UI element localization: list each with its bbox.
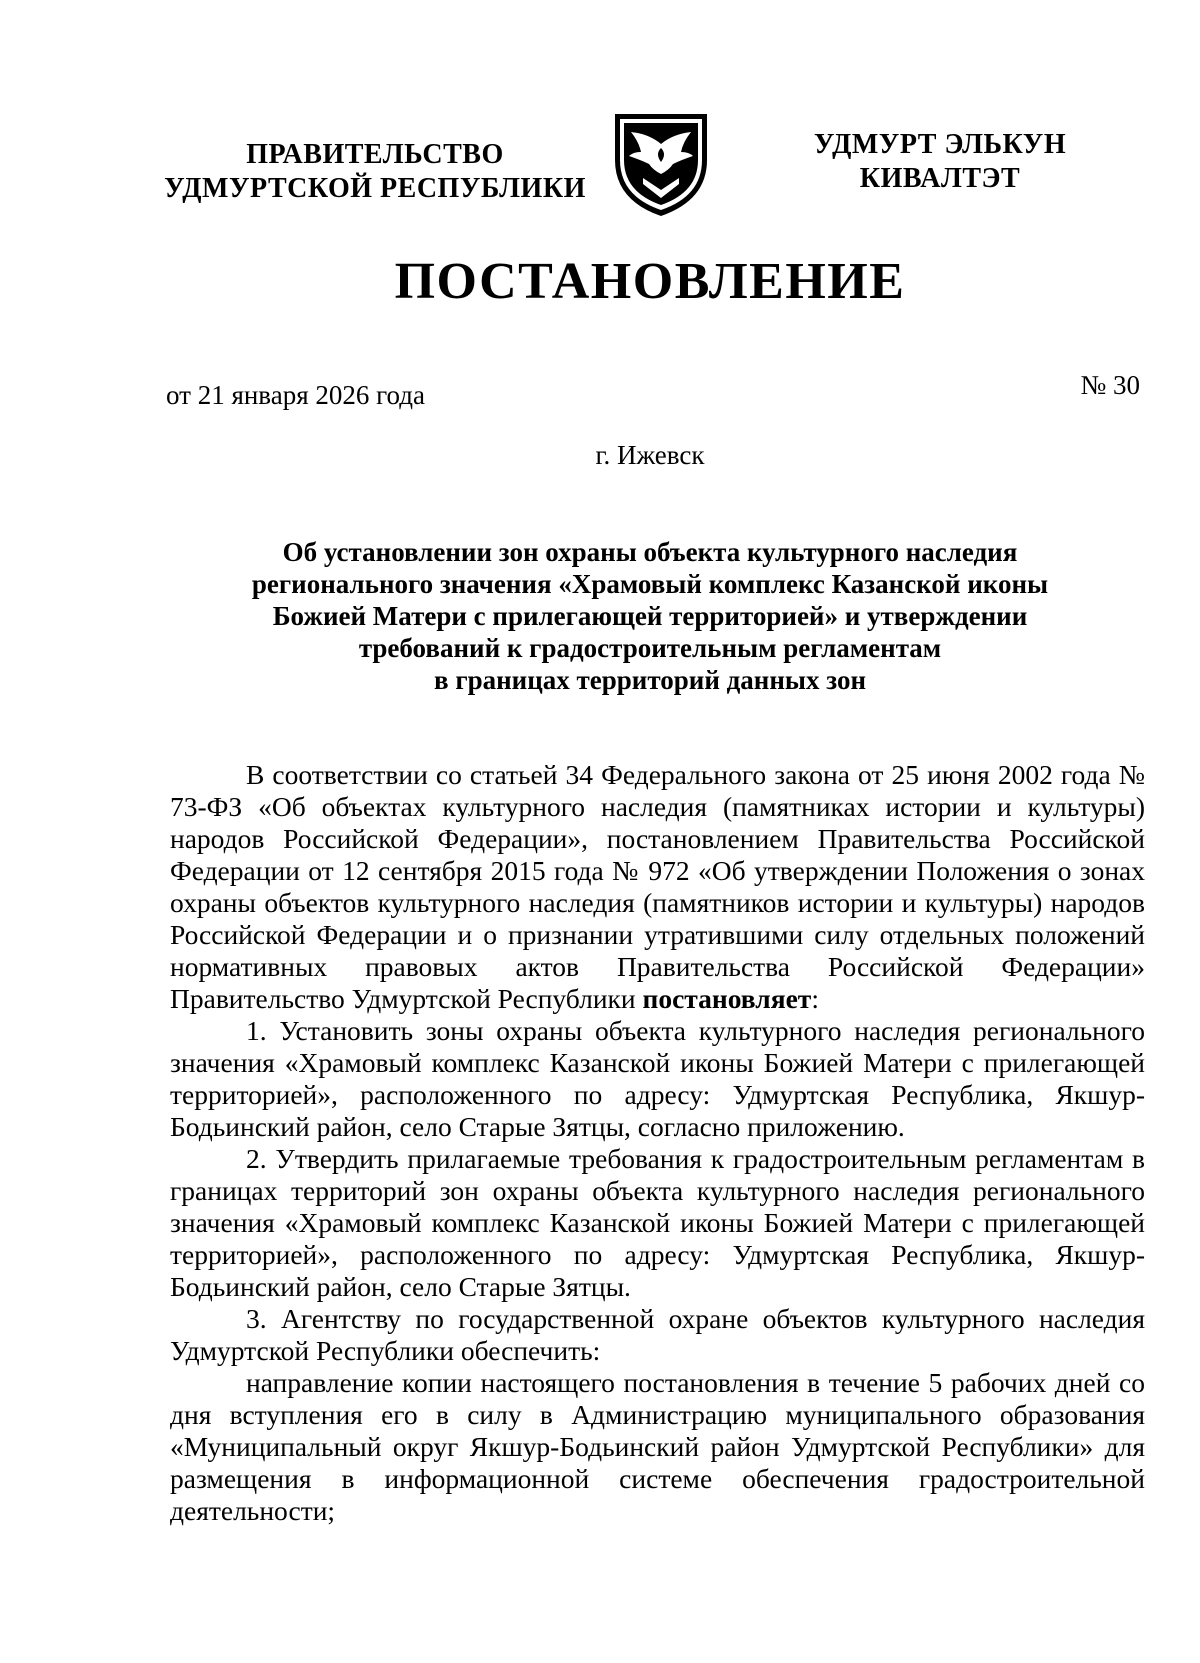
coat-of-arms-udmurtia-icon bbox=[609, 108, 713, 220]
document-body bbox=[170, 759, 1145, 1527]
document-title-line3: Божией Матери с прилегающей территорией» и утверждении bbox=[272, 601, 1028, 631]
preamble-resolution-word: постановляет bbox=[642, 983, 812, 1014]
issuer-name-udmurt bbox=[790, 128, 1090, 196]
document-date: от 21 января 2026 года bbox=[166, 380, 425, 410]
issuer-name-udmurt-line1: УДМУРТ ЭЛЬКУН bbox=[813, 129, 1067, 160]
issuer-name-udmurt-line2: КИВАЛТЭТ bbox=[859, 163, 1021, 194]
item-3-paragraph: 3. Агентству по государственной охране объектов культурного наследия Удмуртской Республики обеспечить: bbox=[170, 1303, 1145, 1366]
preamble-text: В соответствии со статьей 34 Федерального закона от 25 июня 2002 года № 73-ФЗ «Об объектах культурного наследия (памятниках истории и культуры) народов Российской Федерации», постановлением Правительства Российской Федерации от 12 сентября 2015 года № 972 «Об утверждении Положения о зонах охраны объектов культурного наследия (памятников истории и культуры) народов Российской Федерации и о признании утратившими силу отдельных положений нормативных правовых актов Правительства Российской Федерации» Правительство Удмуртской Республики bbox=[170, 759, 1145, 1014]
issuer-name-russian-line1: ПРАВИТЕЛЬСТВО bbox=[246, 139, 504, 170]
document-title bbox=[200, 536, 1100, 696]
preamble-colon: : bbox=[811, 983, 819, 1014]
document-title-line2: регионального значения «Храмовый комплекс Казанской иконы bbox=[251, 569, 1049, 599]
item-2-paragraph: 2. Утвердить прилагаемые требования к градостроительным регламентам в границах территорий зон охраны объекта культурного наследия регионального значения «Храмовый комплекс Казанской иконы Божией Матери с прилегающей территорией», расположенного по адресу: Удмуртская Республика, Якшур-Бодьинский район, село Старые Зятцы. bbox=[170, 1143, 1145, 1302]
issuer-name-russian-line2: УДМУРТСКОЙ РЕСПУБЛИКИ bbox=[164, 173, 586, 204]
document-type-heading: ПОСТАНОВЛЕНИЕ bbox=[394, 253, 906, 310]
document-number: № 30 bbox=[1080, 370, 1140, 400]
issuer-name-russian bbox=[150, 138, 600, 206]
document-title-line1: Об установлении зон охраны объекта культурного наследия bbox=[282, 537, 1018, 567]
item-1-paragraph: 1. Установить зоны охраны объекта культурного наследия регионального значения «Храмовый комплекс Казанской иконы Божией Матери с прилегающей территорией», расположенного по адресу: Удмуртская Республика, Якшур-Бодьинский район, село Старые Зятцы, согласно приложению. bbox=[170, 1015, 1145, 1142]
document-city: г. Ижевск bbox=[595, 440, 705, 470]
document-title-line4: требований к градостроительным регламентам bbox=[358, 633, 942, 663]
preamble-paragraph bbox=[170, 759, 1145, 1015]
document-title-line5: в границах территорий данных зон bbox=[434, 665, 866, 695]
item-3-subitem-paragraph: направление копии настоящего постановления в течение 5 рабочих дней со дня вступления его в силу в Администрацию муниципального образования «Муниципальный округ Якшур-Бодьинский район Удмуртской Республики» для размещения в информационной системе обеспечения градостроительной деятельности; bbox=[170, 1367, 1145, 1526]
